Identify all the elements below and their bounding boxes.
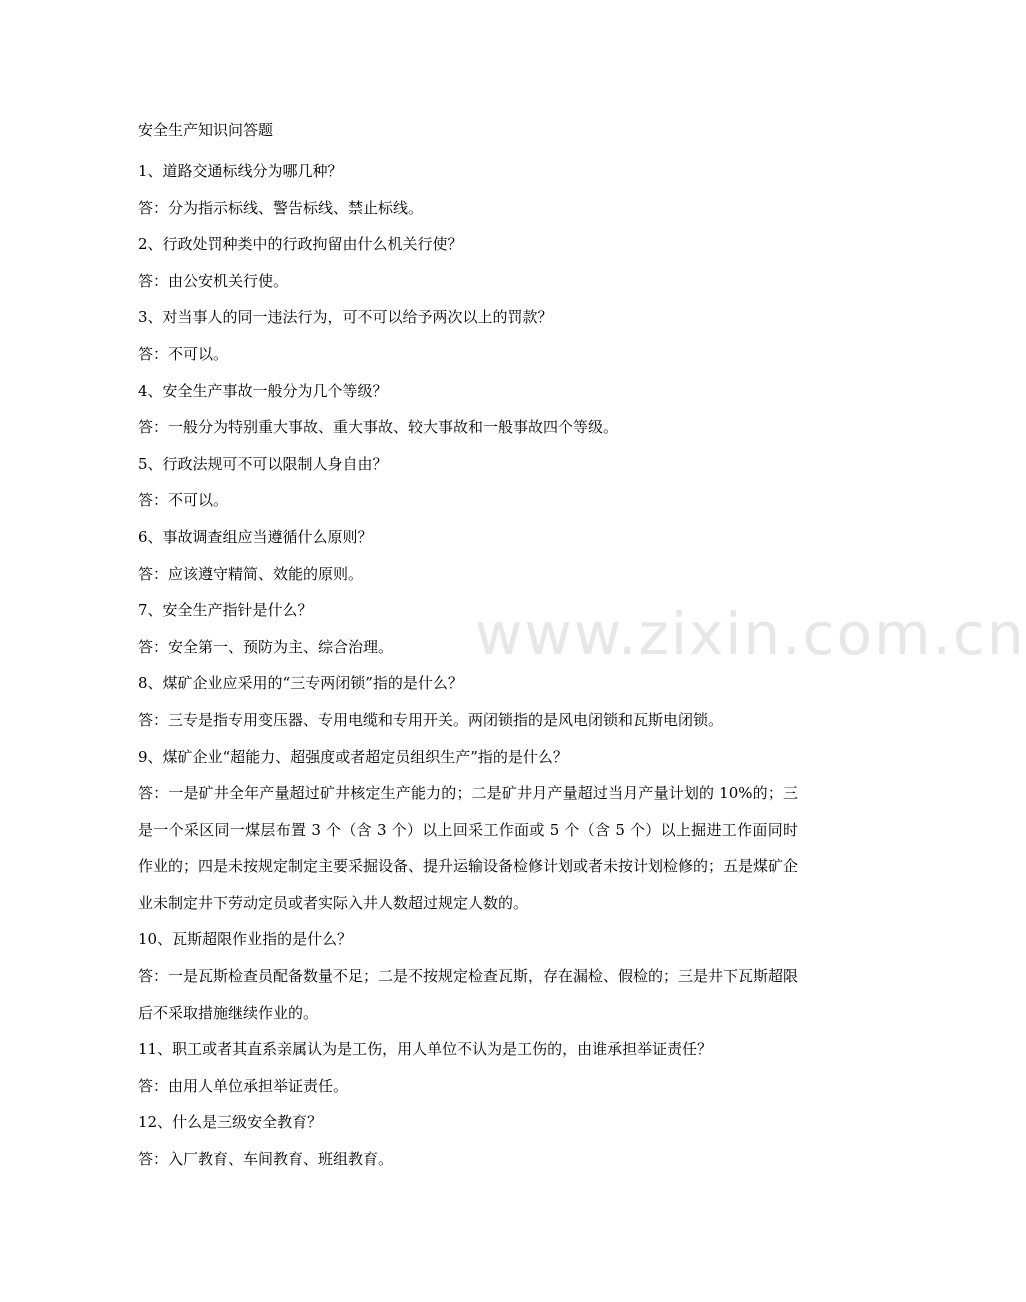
watermark-text: www.zixin.com.cn: [475, 600, 1026, 668]
question-7: 7、安全生产指针是什么？: [138, 601, 313, 620]
answer-12: 答：入厂教育、车间教育、班组教育。: [138, 1150, 394, 1169]
answer-3: 答：不可以。: [138, 344, 229, 363]
question-12: 12、什么是三级安全教育？: [138, 1113, 323, 1132]
question-9: 9、煤矿企业“超能力、超强度或者超定员组织生产”指的是什么？: [138, 747, 568, 766]
answer-8: 答：三专是指专用变压器、专用电缆和专用开关。两闭锁指的是风电闭锁和瓦斯电闭锁。: [138, 710, 724, 729]
document-page: [138, 117, 798, 1178]
question-8: 8、煤矿企业应采用的“三专两闭锁”指的是什么？: [138, 674, 463, 693]
answer-9: 答：一是矿井全年产量超过矿井核定生产能力的；二是矿井月产量超过当月产量计划的 10%的；三是一个采区同一煤层布置 3 个（含 3 个）以上回采工作面或 5 个（含 5 个）以上掘进工作面同时作业的；四是未按规定制定主要采掘设备、提升运输设备检修计划或者未按计划检修的；五是煤矿企业未制定井下劳动定员或者实际入井人数超过规定人数的。: [138, 784, 799, 912]
answer-5: 答：不可以。: [138, 491, 229, 510]
question-4: 4、安全生产事故一般分为几个等级？: [138, 381, 388, 400]
question-3: 3、对当事人的同一违法行为，可不可以给予两次以上的罚款？: [138, 308, 553, 327]
answer-6: 答：应该遵守精简、效能的原则。: [138, 564, 364, 583]
answer-2: 答：由公安机关行使。: [138, 271, 289, 290]
question-11: 11、职工或者其直系亲属认为是工伤，用人单位不认为是工伤的，由谁承担举证责任？: [138, 1040, 713, 1059]
answer-11: 答：由用人单位承担举证责任。: [138, 1076, 349, 1095]
question-5: 5、行政法规可不可以限制人身自由？: [138, 454, 388, 473]
question-2: 2、行政处罚种类中的行政拘留由什么机关行使？: [138, 235, 463, 254]
answer-10: 答：一是瓦斯检查员配备数量不足；二是不按规定检查瓦斯，存在漏检、假检的；三是井下瓦斯超限后不采取措施继续作业的。: [138, 967, 799, 1022]
answer-4: 答：一般分为特别重大事故、重大事故、较大事故和一般事故四个等级。: [138, 418, 619, 437]
answer-7: 答：安全第一、预防为主、综合治理。: [138, 637, 394, 656]
answer-1: 答：分为指示标线、警告标线、禁止标线。: [138, 198, 424, 217]
question-6: 6、事故调查组应当遵循什么原则？: [138, 527, 373, 546]
question-10: 10、瓦斯超限作业指的是什么？: [138, 930, 353, 949]
question-1: 1、道路交通标线分为哪几种？: [138, 162, 343, 180]
document-title: 安全生产知识问答题: [138, 121, 274, 139]
